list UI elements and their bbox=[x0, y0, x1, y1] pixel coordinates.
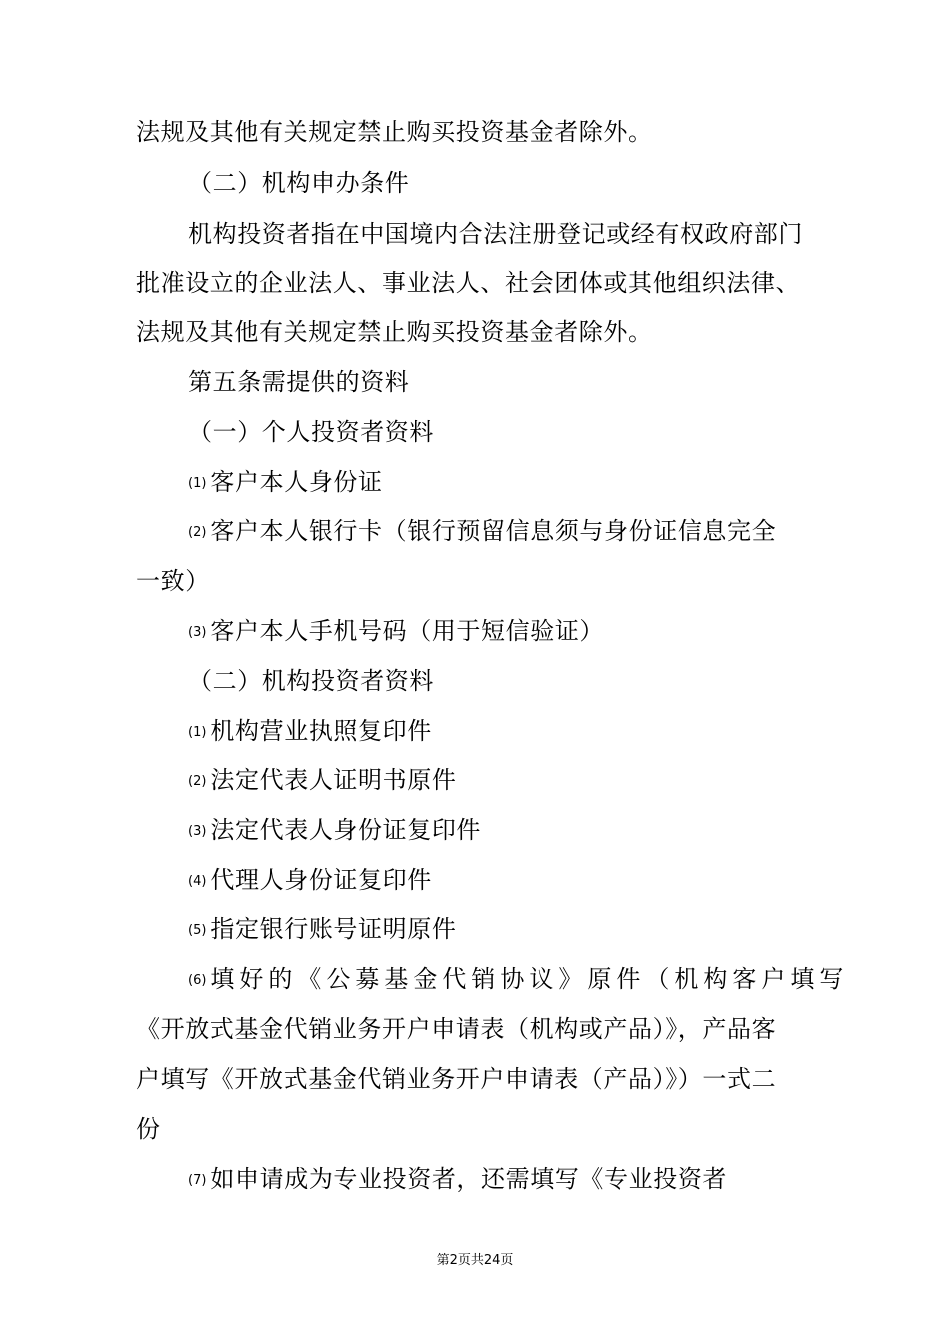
list-item bbox=[188, 914, 456, 946]
list-item bbox=[188, 1164, 727, 1196]
list-item-continuation: 《开放式基金代销业务开户申请表（机构或产品）》，产品客 bbox=[136, 1015, 777, 1043]
list-item-number: (7) bbox=[188, 1173, 207, 1188]
list-item-text: 法定代表人身份证复印件 bbox=[210, 816, 482, 844]
list-item-number: (1) bbox=[188, 476, 207, 491]
list-item bbox=[188, 616, 604, 648]
list-item bbox=[188, 765, 456, 797]
list-item-text: 法定代表人证明书原件 bbox=[210, 766, 457, 794]
list-item-text: 客户本人身份证 bbox=[210, 468, 383, 496]
list-item-text: 客户本人银行卡（银行预留信息须与身份证信息完全 bbox=[210, 517, 777, 545]
list-item-number: (5) bbox=[188, 923, 207, 938]
list-item-number: (2) bbox=[188, 774, 207, 789]
list-item-number: (3) bbox=[188, 824, 207, 839]
list-item bbox=[188, 865, 432, 897]
list-item bbox=[188, 716, 432, 748]
section-heading: （一）个人投资者资料 bbox=[188, 418, 434, 446]
article-heading: 第五条需提供的资料 bbox=[188, 368, 410, 396]
paragraph-line: 机构投资者指在中国境内合法注册登记或经有权政府部门 bbox=[188, 220, 803, 248]
list-item bbox=[188, 815, 481, 847]
list-item bbox=[188, 516, 776, 548]
list-item-continuation: 户填写《开放式基金代销业务开户申请表（产品）》）一式二 bbox=[136, 1065, 777, 1093]
list-item bbox=[188, 467, 383, 499]
list-item-number: (6) bbox=[188, 973, 207, 988]
section-heading: （二）机构申办条件 bbox=[188, 169, 410, 197]
list-item-text: 填好的《公募基金代销协议》原件（机构客户填写 bbox=[210, 965, 849, 993]
section-heading: （二）机构投资者资料 bbox=[188, 667, 434, 695]
list-item-number: (3) bbox=[188, 625, 207, 640]
list-item bbox=[188, 964, 848, 996]
list-item-text: 代理人身份证复印件 bbox=[210, 866, 432, 894]
list-item-number: (4) bbox=[188, 874, 207, 889]
list-item-number: (2) bbox=[188, 525, 207, 540]
list-item-continuation: 份 bbox=[136, 1115, 161, 1143]
paragraph-line: 法规及其他有关规定禁止购买投资基金者除外。 bbox=[136, 118, 653, 146]
list-item-text: 如申请成为专业投资者，还需填写《专业投资者 bbox=[210, 1165, 728, 1193]
list-item-text: 客户本人手机号码（用于短信验证） bbox=[210, 617, 605, 645]
list-item-number: (1) bbox=[188, 725, 207, 740]
list-item-text: 指定银行账号证明原件 bbox=[210, 915, 457, 943]
page-footer: 第2页共24页 bbox=[436, 1253, 514, 1268]
paragraph-line: 批准设立的企业法人、事业法人、社会团体或其他组织法律、 bbox=[136, 269, 801, 297]
list-item-continuation: 一致） bbox=[136, 567, 210, 595]
list-item-text: 机构营业执照复印件 bbox=[210, 717, 432, 745]
paragraph-line: 法规及其他有关规定禁止购买投资基金者除外。 bbox=[136, 318, 653, 346]
